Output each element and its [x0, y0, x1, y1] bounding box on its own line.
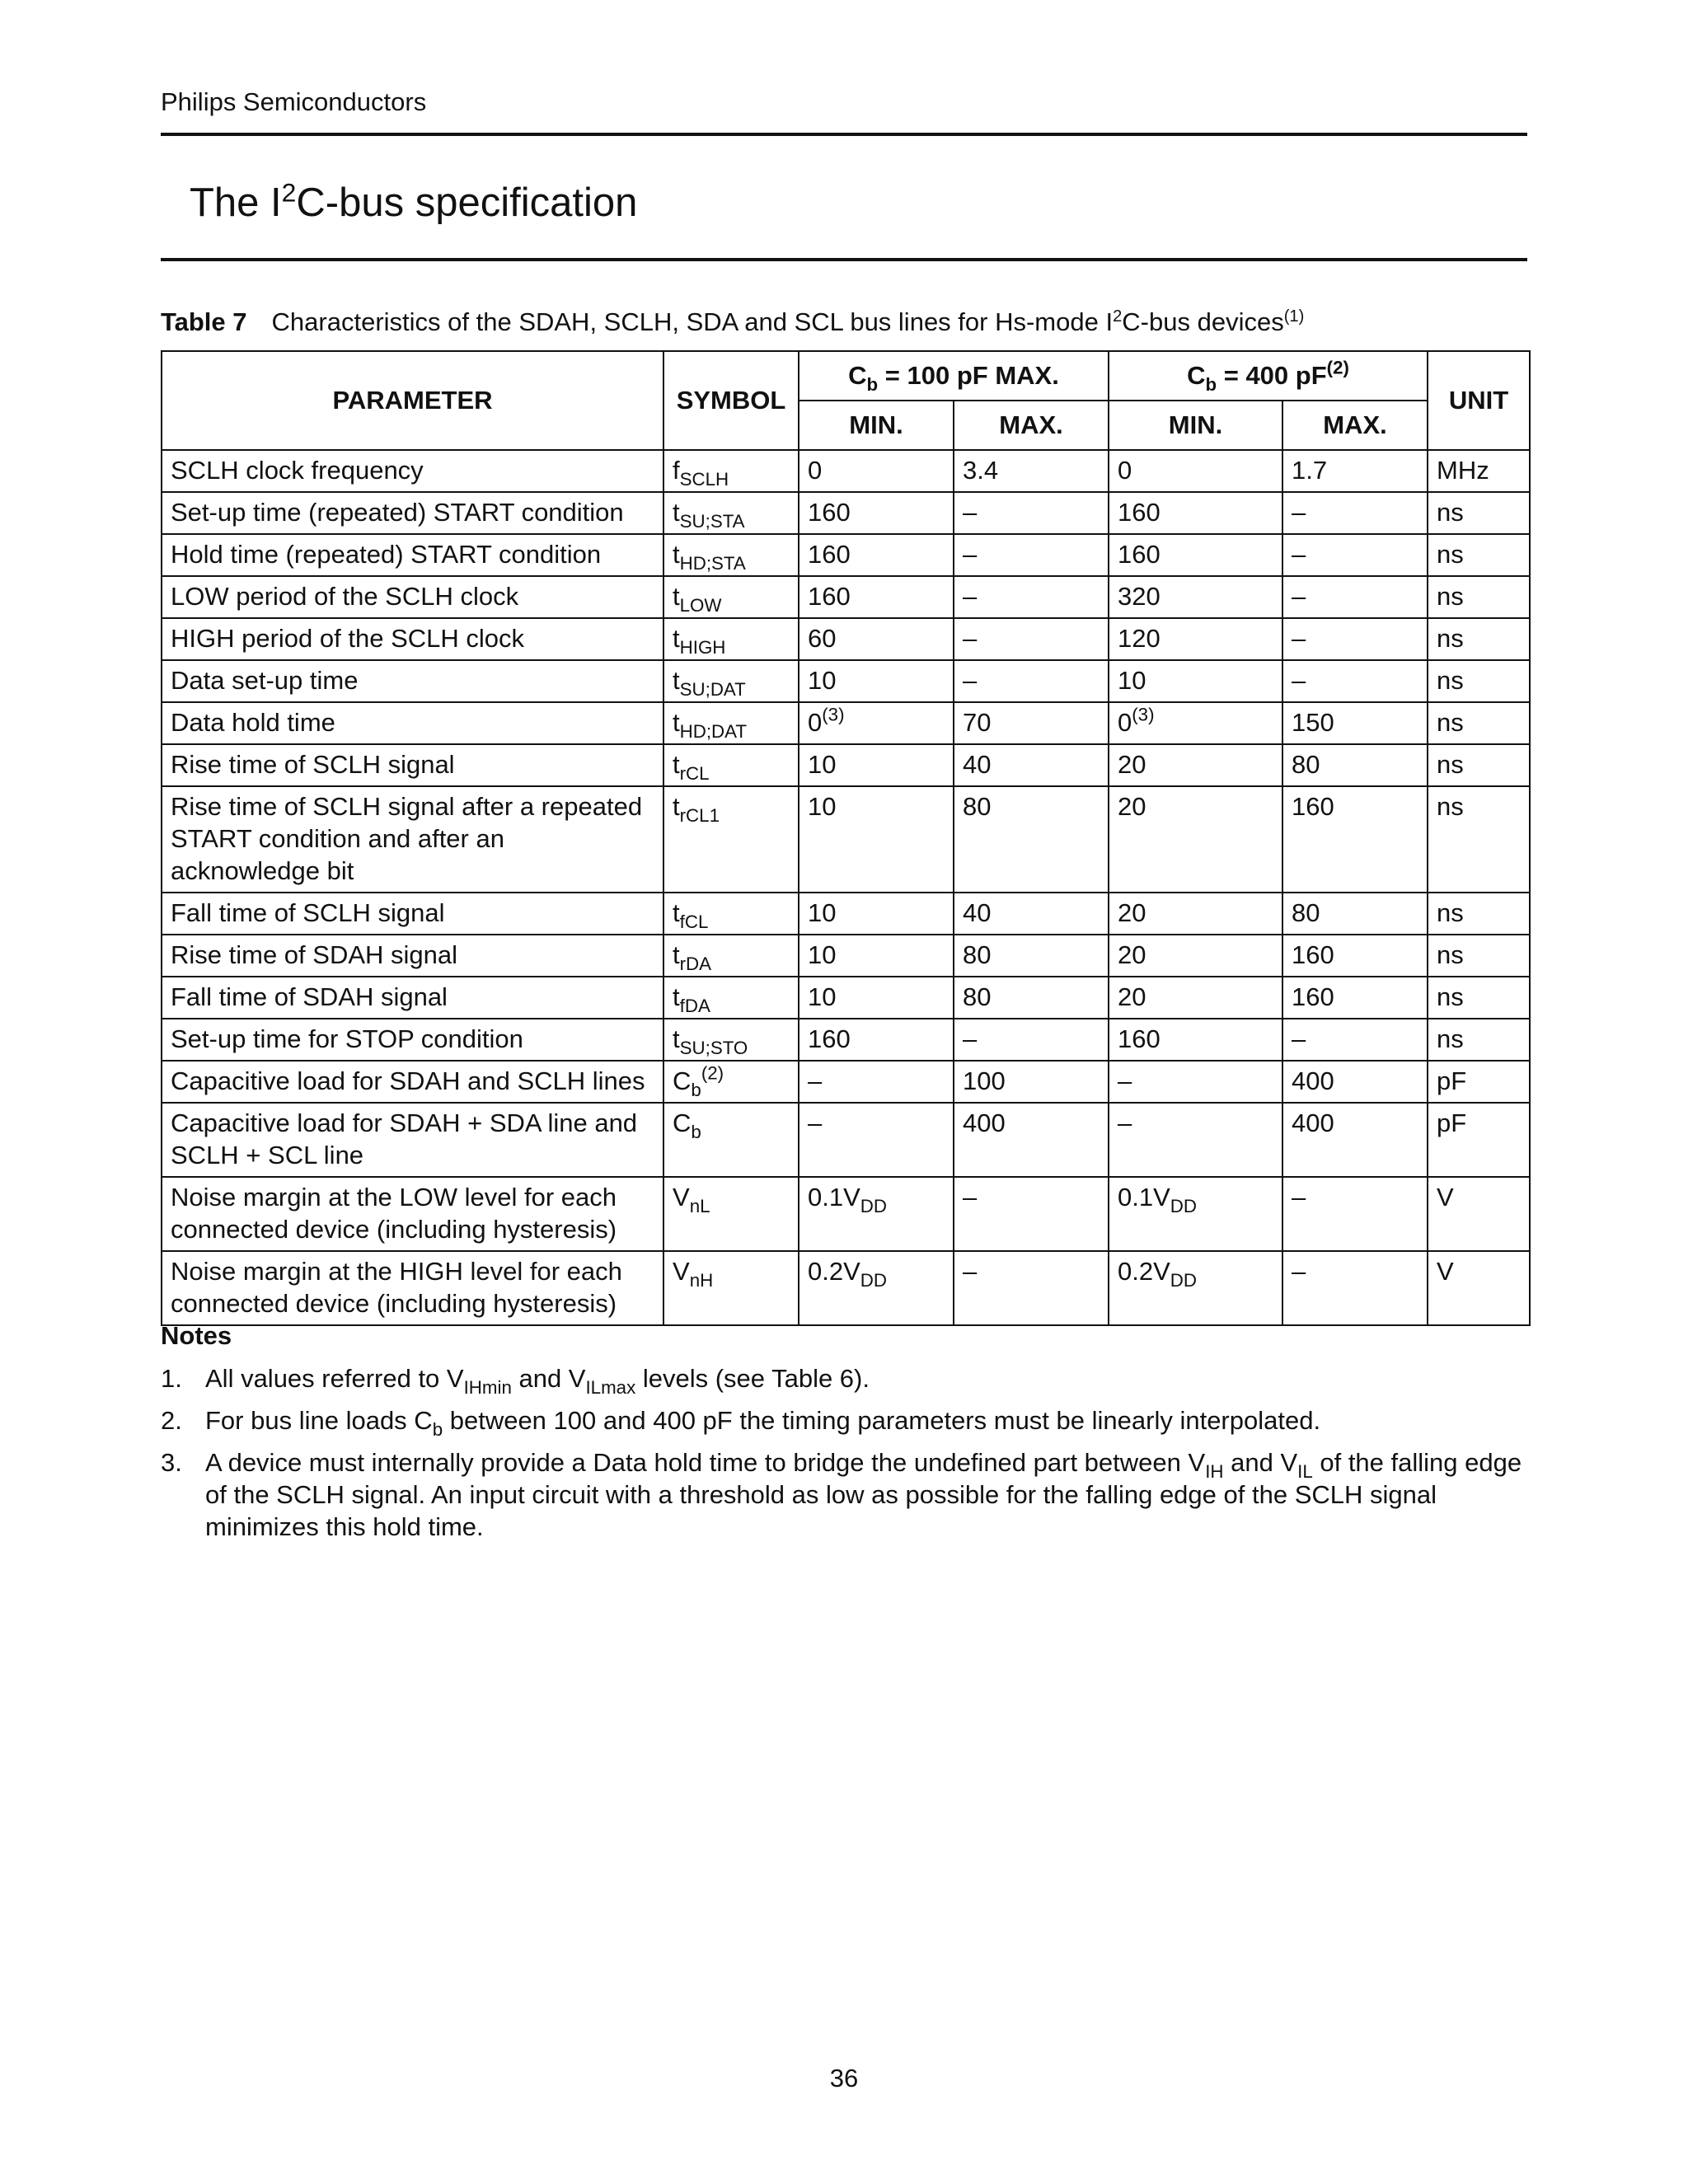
symbol-cell: [663, 618, 799, 660]
unit-cell: ns: [1428, 977, 1530, 1019]
symbol-main: t: [673, 1024, 680, 1053]
symbol-main: t: [673, 940, 680, 969]
min-400pf-cell: [1109, 576, 1282, 618]
min-400pf-cell-text: 0.1V: [1118, 1183, 1170, 1212]
symbol-sub: rCL1: [679, 804, 720, 826]
min-400pf-cell: [1109, 935, 1282, 977]
header-rule-top: [161, 133, 1527, 136]
unit-cell: ns: [1428, 576, 1530, 618]
caption-sup: 2: [1113, 307, 1123, 326]
min-100pf-cell: [799, 1177, 954, 1251]
min-400pf-cell: [1109, 786, 1282, 893]
unit-cell: MHz: [1428, 450, 1530, 492]
parameter-cell: Fall time of SCLH signal: [162, 893, 663, 935]
note-text-part: and V: [1223, 1448, 1298, 1477]
max-400pf-cell: 1.7: [1282, 450, 1428, 492]
caption-text-pre: Characteristics of the SDAH, SCLH, SDA and SCL bus lines for Hs-mode I: [271, 307, 1114, 336]
parameter-cell: Data set-up time: [162, 660, 663, 702]
min-400pf-cell-text: 20: [1118, 898, 1146, 927]
table-row: [162, 935, 1530, 977]
characteristics-table: [161, 350, 1531, 1326]
symbol-sub: b: [691, 1121, 701, 1142]
symbol-sub: HIGH: [679, 636, 726, 658]
note-text: [205, 1446, 1529, 1543]
unit-cell: ns: [1428, 534, 1530, 576]
note-item: [161, 1362, 1529, 1398]
max-400pf-cell: 150: [1282, 702, 1428, 744]
unit-cell: V: [1428, 1177, 1530, 1251]
symbol-sub: fCL: [679, 911, 709, 932]
min-100pf-cell-text: 10: [808, 898, 837, 927]
min-100pf-cell: [799, 1103, 954, 1177]
min-400pf-cell-text: –: [1118, 1108, 1132, 1137]
max-400pf-cell: –: [1282, 534, 1428, 576]
max-400pf-cell: 80: [1282, 893, 1428, 935]
min-100pf-cell-text: 0.2V: [808, 1257, 860, 1286]
min-100pf-cell-text: 10: [808, 792, 837, 821]
symbol-cell: [663, 744, 799, 786]
unit-cell: ns: [1428, 492, 1530, 534]
min-100pf-cell: [799, 1061, 954, 1103]
note-sub: IHmin: [463, 1376, 512, 1398]
symbol-sub: nL: [689, 1195, 710, 1216]
max-400pf-cell: 160: [1282, 935, 1428, 977]
notes-list: [161, 1362, 1529, 1543]
symbol-cell: [663, 702, 799, 744]
note-text-part: of the falling edge of the SCLH signal. An input circuit with a threshold as low as possible for the falling edge of the SCLH signal minimizes this hold time.: [205, 1448, 1522, 1541]
table-body: [162, 450, 1530, 1325]
unit-cell: V: [1428, 1251, 1530, 1325]
min-400pf-cell: [1109, 893, 1282, 935]
max-100pf-cell: –: [954, 492, 1109, 534]
parameter-cell: Capacitive load for SDAH + SDA line and SCLH + SCL line: [162, 1103, 663, 1177]
min-100pf-cell: [799, 492, 954, 534]
max-100pf-cell: 80: [954, 977, 1109, 1019]
min-100pf-cell-text: 160: [808, 540, 851, 569]
min-100pf-cell-text: 0: [808, 456, 823, 485]
note-text-part: All values referred to V: [205, 1364, 464, 1393]
header-max-1: MAX.: [954, 401, 1109, 450]
table-row: [162, 893, 1530, 935]
symbol-cell: [663, 1251, 799, 1325]
max-400pf-cell: –: [1282, 1251, 1428, 1325]
max-400pf-cell: –: [1282, 576, 1428, 618]
table-row: [162, 618, 1530, 660]
min-100pf-cell: [799, 618, 954, 660]
symbol-main: t: [673, 498, 680, 527]
min-400pf-cell-text: 120: [1118, 624, 1160, 653]
symbol-cell: [663, 1177, 799, 1251]
table-row: [162, 1251, 1530, 1325]
min-400pf-cell-sub: DD: [1170, 1195, 1198, 1216]
parameter-cell: Noise margin at the LOW level for each connected device (including hysteresis): [162, 1177, 663, 1251]
symbol-sup: (2): [701, 1062, 724, 1084]
symbol-sub: SU;STA: [679, 510, 745, 532]
header-group-400pf: $C_b = 400$ $pF^{(2)}$: [1109, 351, 1428, 401]
symbol-sub: SCLH: [679, 468, 729, 490]
note-sub: IL: [1297, 1460, 1313, 1482]
symbol-main: t: [673, 540, 680, 569]
page-number: 36: [829, 2064, 859, 2093]
caption-note-ref: (1): [1283, 307, 1305, 326]
max-100pf-cell: 100: [954, 1061, 1109, 1103]
max-400pf-cell: 80: [1282, 744, 1428, 786]
max-400pf-cell: 400: [1282, 1103, 1428, 1177]
min-100pf-cell-text: 0.1V: [808, 1183, 860, 1212]
min-100pf-cell: [799, 744, 954, 786]
max-400pf-cell: –: [1282, 660, 1428, 702]
min-400pf-cell: [1109, 1061, 1282, 1103]
table-row: [162, 977, 1530, 1019]
min-100pf-cell-text: 160: [808, 498, 851, 527]
max-100pf-cell: –: [954, 576, 1109, 618]
header-unit: UNIT: [1428, 351, 1530, 450]
symbol-main: t: [673, 750, 680, 779]
note-text-part: and V: [511, 1364, 586, 1393]
min-400pf-cell: [1109, 492, 1282, 534]
symbol-main: f: [673, 456, 680, 485]
header-rule-bottom: [161, 258, 1527, 261]
min-400pf-cell-text: 320: [1118, 582, 1160, 611]
caption-text-post: C-bus devices: [1122, 307, 1284, 336]
table-caption: [161, 307, 1304, 337]
symbol-cell: [663, 1103, 799, 1177]
note-text-part: between 100 and 400 pF the timing parameters must be linearly interpolated.: [443, 1406, 1321, 1435]
note-number: 1.: [161, 1364, 182, 1393]
table-row: [162, 492, 1530, 534]
unit-cell: ns: [1428, 935, 1530, 977]
min-400pf-cell: [1109, 702, 1282, 744]
parameter-cell: Fall time of SDAH signal: [162, 977, 663, 1019]
symbol-cell: [663, 893, 799, 935]
table-row: [162, 660, 1530, 702]
unit-cell: ns: [1428, 744, 1530, 786]
symbol-cell: [663, 786, 799, 893]
min-100pf-cell: [799, 702, 954, 744]
unit-cell: ns: [1428, 660, 1530, 702]
min-400pf-cell-text: 160: [1118, 498, 1160, 527]
min-100pf-cell: [799, 935, 954, 977]
parameter-cell: HIGH period of the SCLH clock: [162, 618, 663, 660]
max-100pf-cell: 80: [954, 935, 1109, 977]
unit-cell: pF: [1428, 1103, 1530, 1177]
min-100pf-cell-text: 10: [808, 666, 837, 695]
header-group-100pf: $C_b = 100$ pF MAX.: [799, 351, 1109, 401]
min-100pf-cell: [799, 893, 954, 935]
symbol-sub: fDA: [679, 995, 710, 1016]
max-100pf-cell: 400: [954, 1103, 1109, 1177]
min-400pf-cell-text: 0.2V: [1118, 1257, 1170, 1286]
header-min-1: MIN.: [799, 401, 954, 450]
min-100pf-cell-text: 10: [808, 940, 837, 969]
symbol-cell: [663, 935, 799, 977]
table-row: [162, 450, 1530, 492]
min-400pf-cell-sub: DD: [1170, 1269, 1198, 1291]
header-min-2: MIN.: [1109, 401, 1282, 450]
max-100pf-cell: 3.4: [954, 450, 1109, 492]
min-100pf-cell-text: 160: [808, 1024, 851, 1053]
unit-cell: ns: [1428, 702, 1530, 744]
min-100pf-cell-text: –: [808, 1066, 823, 1095]
note-text: [205, 1404, 1529, 1440]
min-100pf-cell-text: –: [808, 1108, 823, 1137]
note-text-part: levels (see Table 6).: [635, 1364, 870, 1393]
symbol-main: V: [673, 1257, 690, 1286]
max-100pf-cell: –: [954, 1019, 1109, 1061]
symbol-cell: [663, 534, 799, 576]
note-text-part: A device must internally provide a Data hold time to bridge the undefined part between V: [205, 1448, 1206, 1477]
notes-title: Notes: [161, 1321, 232, 1350]
table-row: [162, 1061, 1530, 1103]
min-100pf-cell-text: 10: [808, 750, 837, 779]
parameter-cell: Capacitive load for SDAH and SCLH lines: [162, 1061, 663, 1103]
symbol-main: t: [673, 624, 680, 653]
max-400pf-cell: 400: [1282, 1061, 1428, 1103]
symbol-main: t: [673, 582, 680, 611]
min-400pf-cell: [1109, 1251, 1282, 1325]
unit-cell: ns: [1428, 618, 1530, 660]
symbol-main: C: [673, 1108, 692, 1137]
symbol-main: t: [673, 666, 680, 695]
note-sub: IH: [1205, 1460, 1224, 1482]
min-400pf-cell-text: 160: [1118, 1024, 1160, 1053]
min-400pf-cell-text: 0: [1118, 456, 1132, 485]
min-100pf-cell: [799, 977, 954, 1019]
document-title: [190, 177, 638, 226]
table-row: [162, 702, 1530, 744]
parameter-cell: Set-up time for STOP condition: [162, 1019, 663, 1061]
max-100pf-cell: –: [954, 618, 1109, 660]
unit-cell: pF: [1428, 1061, 1530, 1103]
min-400pf-cell: [1109, 1177, 1282, 1251]
parameter-cell: Data hold time: [162, 702, 663, 744]
max-100pf-cell: 40: [954, 893, 1109, 935]
max-400pf-cell: –: [1282, 1177, 1428, 1251]
min-400pf-cell-text: 10: [1118, 666, 1146, 695]
min-100pf-cell: [799, 786, 954, 893]
parameter-cell: Rise time of SCLH signal: [162, 744, 663, 786]
symbol-main: t: [673, 898, 680, 927]
min-100pf-cell-text: 0: [808, 708, 823, 737]
min-100pf-cell-sup: (3): [822, 704, 845, 725]
table-row: [162, 576, 1530, 618]
min-100pf-cell: [799, 450, 954, 492]
max-400pf-cell: 160: [1282, 977, 1428, 1019]
min-100pf-cell: [799, 660, 954, 702]
min-400pf-cell-text: –: [1118, 1066, 1132, 1095]
max-400pf-cell: –: [1282, 618, 1428, 660]
symbol-sub: nH: [689, 1269, 714, 1291]
unit-cell: ns: [1428, 893, 1530, 935]
note-number: 3.: [161, 1448, 182, 1477]
title-sup: 2: [281, 177, 297, 208]
min-400pf-cell-text: 20: [1118, 750, 1146, 779]
min-400pf-cell: [1109, 660, 1282, 702]
table-row: [162, 786, 1530, 893]
max-100pf-cell: –: [954, 660, 1109, 702]
title-text-post: C-bus specification: [296, 180, 638, 225]
parameter-cell: SCLH clock frequency: [162, 450, 663, 492]
max-100pf-cell: 40: [954, 744, 1109, 786]
header-symbol: SYMBOL: [663, 351, 799, 450]
min-400pf-cell: [1109, 1019, 1282, 1061]
parameter-cell: Set-up time (repeated) START condition: [162, 492, 663, 534]
min-400pf-cell-text: 20: [1118, 792, 1146, 821]
min-100pf-cell: [799, 576, 954, 618]
max-100pf-cell: 80: [954, 786, 1109, 893]
title-text-pre: The I: [190, 180, 282, 225]
min-400pf-cell-sup: (3): [1132, 704, 1155, 725]
symbol-sub: rCL: [679, 762, 710, 784]
table-row: [162, 534, 1530, 576]
symbol-sub: SU;STO: [679, 1037, 748, 1058]
symbol-sub: SU;DAT: [679, 678, 746, 700]
symbol-main: t: [673, 792, 680, 821]
note-item: [161, 1446, 1529, 1543]
symbol-main: C: [673, 1066, 692, 1095]
header-parameter: PARAMETER: [162, 351, 663, 450]
min-100pf-cell-sub: DD: [860, 1195, 888, 1216]
min-400pf-cell: [1109, 618, 1282, 660]
parameter-cell: Hold time (repeated) START condition: [162, 534, 663, 576]
min-100pf-cell: [799, 534, 954, 576]
min-100pf-cell-text: 10: [808, 982, 837, 1011]
max-100pf-cell: –: [954, 1177, 1109, 1251]
min-400pf-cell: [1109, 744, 1282, 786]
max-100pf-cell: –: [954, 534, 1109, 576]
max-100pf-cell: 70: [954, 702, 1109, 744]
min-400pf-cell-text: 20: [1118, 982, 1146, 1011]
note-sub: b: [432, 1418, 443, 1440]
unit-cell: ns: [1428, 1019, 1530, 1061]
min-400pf-cell-text: 20: [1118, 940, 1146, 969]
note-sub: ILmax: [585, 1376, 636, 1398]
symbol-sub: HD;DAT: [679, 720, 748, 742]
max-100pf-cell: –: [954, 1251, 1109, 1325]
symbol-sub: rDA: [679, 953, 712, 974]
note-number: 2.: [161, 1406, 182, 1435]
min-400pf-cell: [1109, 1103, 1282, 1177]
min-400pf-cell-text: 0: [1118, 708, 1132, 737]
min-100pf-cell: [799, 1019, 954, 1061]
symbol-main: t: [673, 708, 680, 737]
max-400pf-cell: –: [1282, 1019, 1428, 1061]
symbol-sub: b: [691, 1079, 701, 1100]
header-max-2: MAX.: [1282, 401, 1428, 450]
symbol-sub: LOW: [679, 594, 722, 616]
min-400pf-cell: [1109, 534, 1282, 576]
min-100pf-cell: [799, 1251, 954, 1325]
table-row: [162, 744, 1530, 786]
symbol-cell: [663, 576, 799, 618]
table-row: [162, 1177, 1530, 1251]
table-label: Table 7: [161, 307, 247, 336]
table-row: [162, 1103, 1530, 1177]
symbol-main: V: [673, 1183, 690, 1212]
note-text-part: For bus line loads C: [205, 1406, 433, 1435]
note-text: [205, 1362, 1529, 1398]
symbol-sub: HD;STA: [679, 552, 746, 574]
note-item: [161, 1404, 1529, 1440]
min-400pf-cell: [1109, 450, 1282, 492]
notes-section: [161, 1321, 1529, 1553]
min-400pf-cell-text: 160: [1118, 540, 1160, 569]
min-400pf-cell: [1109, 977, 1282, 1019]
symbol-cell: [663, 977, 799, 1019]
table-row: [162, 1019, 1530, 1061]
company-name: Philips Semiconductors: [161, 87, 427, 116]
symbol-cell: [663, 1019, 799, 1061]
max-400pf-cell: 160: [1282, 786, 1428, 893]
parameter-cell: Rise time of SDAH signal: [162, 935, 663, 977]
max-400pf-cell: –: [1282, 492, 1428, 534]
min-100pf-cell-sub: DD: [860, 1269, 888, 1291]
symbol-cell: [663, 1061, 799, 1103]
parameter-cell: LOW period of the SCLH clock: [162, 576, 663, 618]
symbol-main: t: [673, 982, 680, 1011]
min-100pf-cell-text: 60: [808, 624, 837, 653]
parameter-cell: Noise margin at the HIGH level for each connected device (including hysteresis): [162, 1251, 663, 1325]
symbol-cell: [663, 492, 799, 534]
parameter-cell: Rise time of SCLH signal after a repeated START condition and after an acknowledge bit: [162, 786, 663, 893]
min-100pf-cell-text: 160: [808, 582, 851, 611]
symbol-cell: [663, 450, 799, 492]
symbol-cell: [663, 660, 799, 702]
unit-cell: ns: [1428, 786, 1530, 893]
